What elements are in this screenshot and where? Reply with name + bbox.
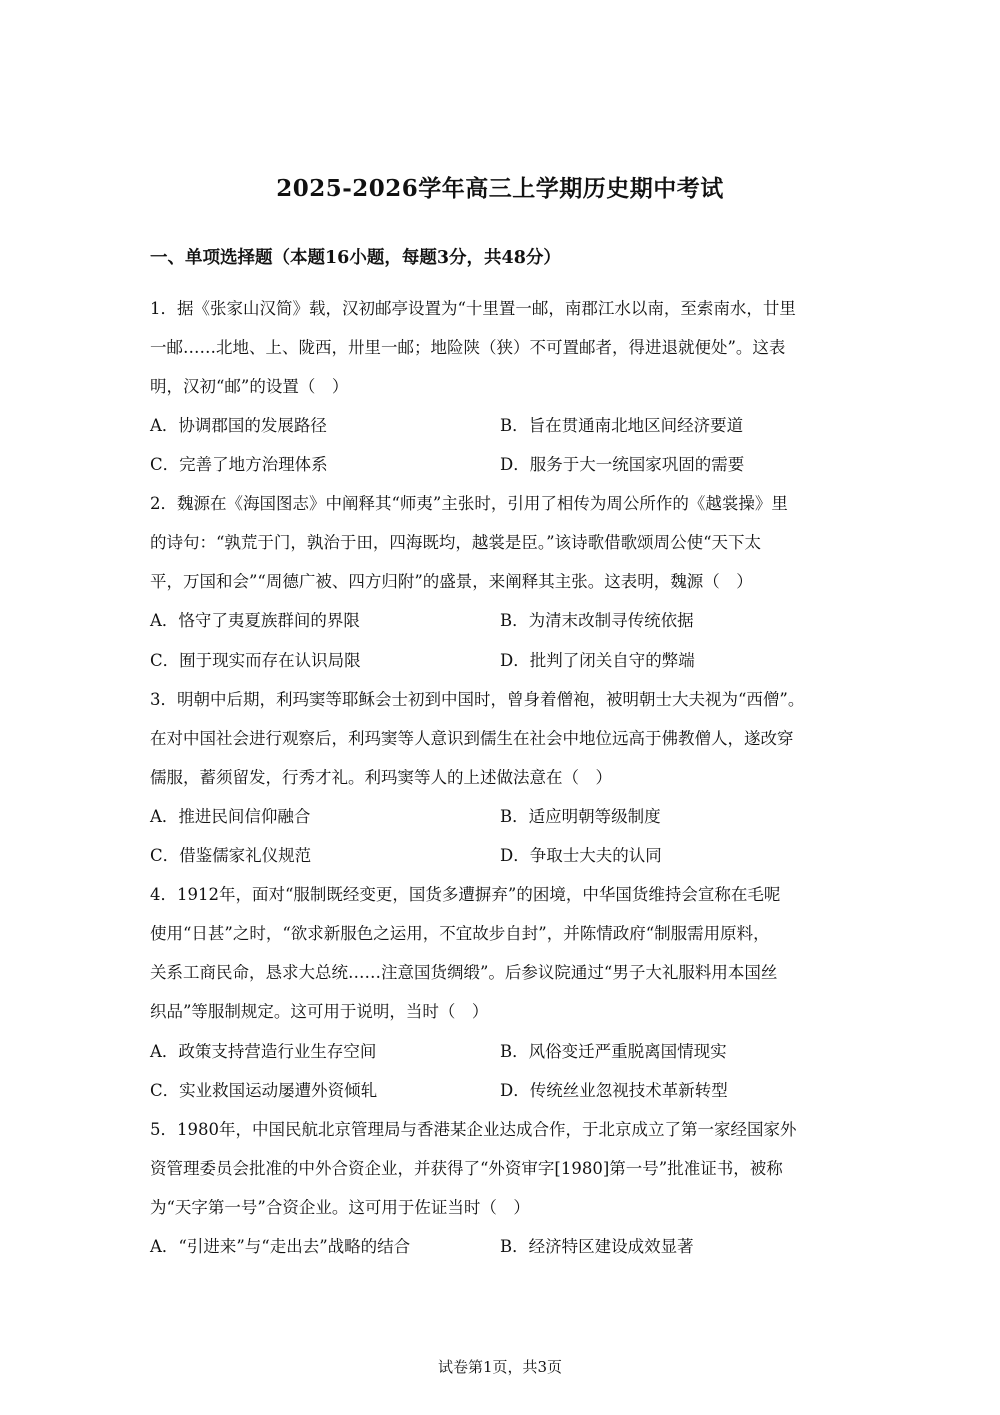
q5-option-a: A．“引进来”与“走出去”战略的结合 [150,1237,411,1256]
q1-option-a: A．协调郡国的发展路径 [150,416,327,435]
q4-option-b: B．风俗变迁严重脱离国情现实 [500,1042,727,1061]
q1-option-c: C．完善了地方治理体系 [150,455,328,474]
q3-stem-line-1: 3．明朝中后期，利玛窦等耶稣会士初到中国时，曾身着僧袍，被明朝士大夫视为“西僧”。 [150,690,805,709]
q3-option-a: A．推进民间信仰融合 [150,807,311,826]
q4-stem-line-4: 织品”等服制规定。这可用于说明，当时（ ） [150,1002,489,1021]
q2-option-b: B．为清末改制寻传统依据 [500,611,694,630]
q3-option-c: C．借鉴儒家礼仪规范 [150,846,312,865]
q4-option-c: C．实业救国运动屡遭外资倾轧 [150,1081,378,1100]
q2-option-c: C．囿于现实而存在认识局限 [150,651,361,670]
q4-stem-line-3: 关系工商民命，恳求大总统……注意国货绸缎”。后参议院通过“男子大礼服料用本国丝 [150,963,778,982]
q5-option-b: B．经济特区建设成效显著 [500,1237,694,1256]
q2-stem-line-2: 的诗句：“孰荒于门，孰治于田，四海既均，越裳是臣。”该诗歌借歌颂周公使“天下太 [150,533,762,552]
section-title: 一、单项选择题（本题16小题，每题3分，共48分） [150,248,561,268]
q4-stem-line-2: 使用“日甚”之时，“欲求新服色之运用，不宜故步自封”，并陈情政府“制服需用原料， [150,924,770,943]
q1-stem-line-2: 一邮……北地、上、陇西，卅里一邮；地险陕（狭）不可置邮者，得进退就便处”。这表 [150,338,786,357]
page-footer: 试卷第1页，共3页 [437,1358,563,1376]
q1-stem-line-1: 1．据《张家山汉简》载，汉初邮亭设置为“十里置一邮，南郡江水以南，至索南水，廿里 [150,299,796,318]
q1-option-d: D．服务于大一统国家巩固的需要 [500,455,745,474]
q3-stem-line-3: 儒服，蓄须留发，行秀才礼。利玛窦等人的上述做法意在（ ） [150,768,612,787]
q1-stem-line-3: 明，汉初“邮”的设置（ ） [150,377,349,396]
q3-option-d: D．争取士大夫的认同 [500,846,662,865]
page-title: 2025-2026学年高三上学期历史期中考试 [276,175,724,202]
q2-stem-line-3: 平，万国和会”“周德广被、四方归附”的盛景，来阐释其主张。这表明，魏源（ ） [150,572,753,591]
q5-stem-line-1: 5．1980年，中国民航北京管理局与香港某企业达成合作，于北京成立了第一家经国家外 [150,1120,797,1139]
q4-option-d: D．传统丝业忽视技术革新转型 [500,1081,728,1100]
q4-option-a: A．政策支持营造行业生存空间 [150,1042,377,1061]
q2-option-a: A．恪守了夷夏族群间的界限 [150,611,360,630]
q1-option-b: B．旨在贯通南北地区间经济要道 [500,416,744,435]
q2-option-d: D．批判了闭关自守的弊端 [500,651,695,670]
q4-stem-line-1: 4．1912年，面对“服制既经变更，国货多遭摒弃”的困境，中华国货维持会宣称在毛呢 [150,885,781,904]
q5-stem-line-2: 资管理委员会批准的中外合资企业，并获得了“外资审字[1980]第一号”批准证书，被称 [150,1159,783,1178]
q5-stem-line-3: 为“天字第一号”合资企业。这可用于佐证当时（ ） [150,1198,530,1217]
q3-option-b: B．适应明朝等级制度 [500,807,661,826]
q2-stem-line-1: 2．魏源在《海国图志》中阐释其“师夷”主张时，引用了相传为周公所作的《越裳操》里 [150,494,788,513]
q3-stem-line-2: 在对中国社会进行观察后，利玛窦等人意识到儒生在社会中地位远高于佛教僧人，遂改穿 [150,729,794,748]
